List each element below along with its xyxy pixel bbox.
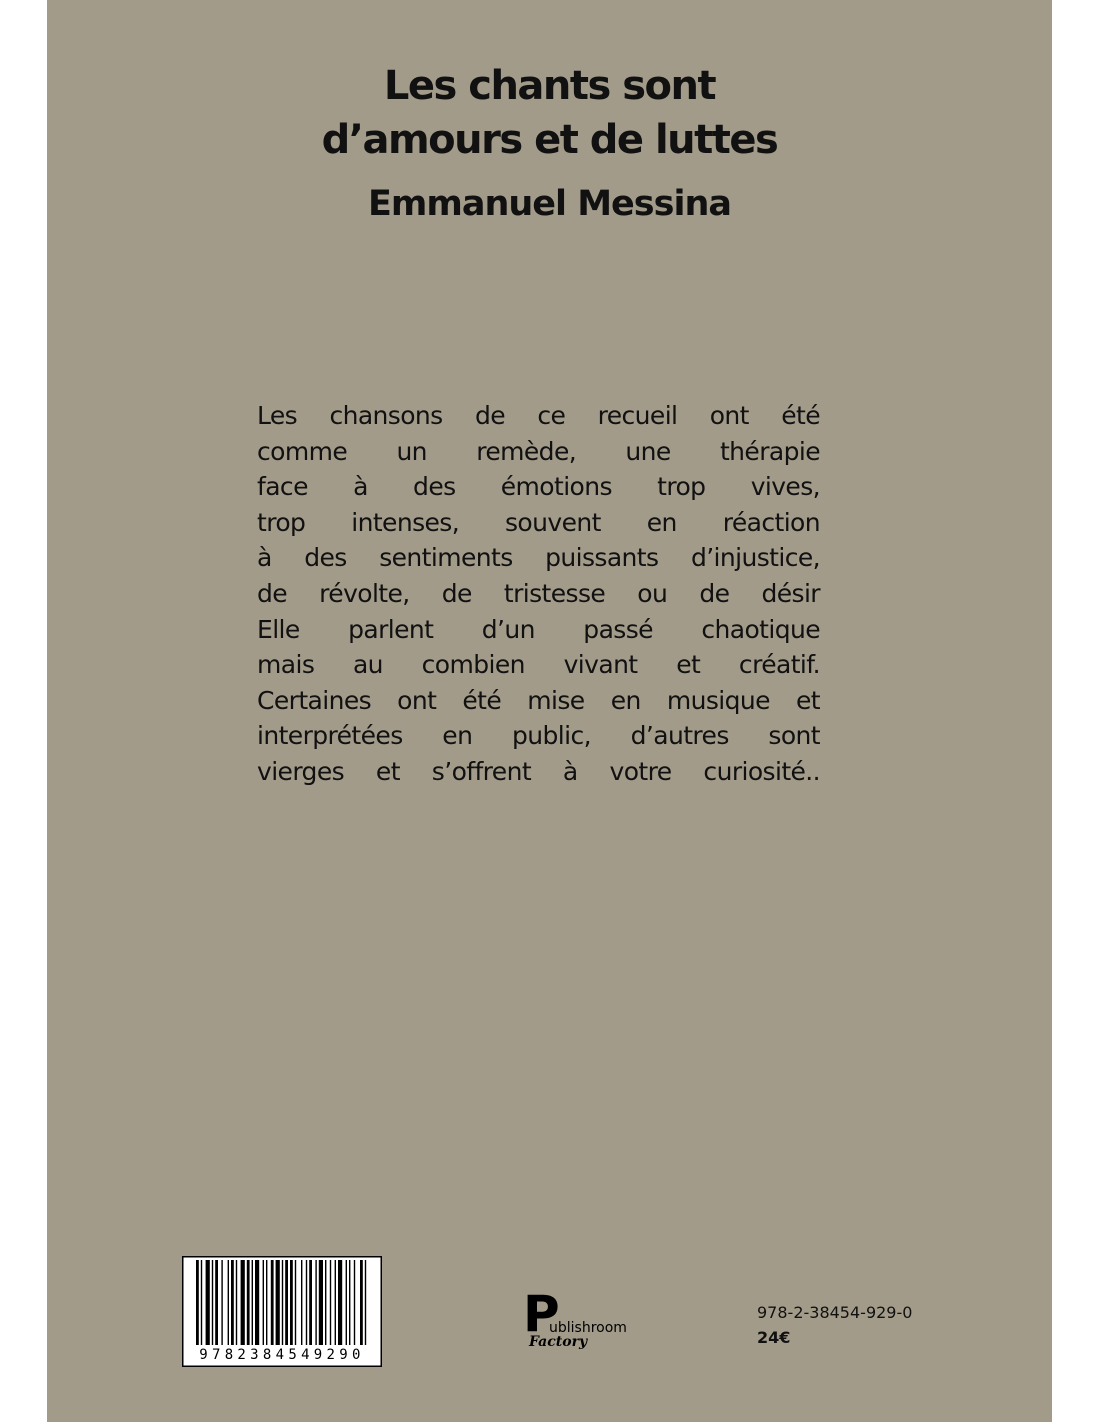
barcode-bar [335, 1260, 336, 1346]
barcode-bar [236, 1260, 237, 1346]
barcode-bar [295, 1260, 296, 1346]
back-cover [47, 0, 1052, 1422]
barcode-digits: 9782384549290 [184, 1345, 380, 1365]
barcode-bar [206, 1260, 210, 1346]
author-name: Emmanuel Messina [368, 184, 731, 224]
barcode-bar [252, 1260, 253, 1346]
barcode-bar [365, 1260, 366, 1346]
blurb-line: à des sentiments puissants d’injustice, [257, 543, 820, 573]
barcode-bar [255, 1260, 259, 1346]
blurb-line: face à des émotions trop vives, [257, 472, 820, 502]
barcode-bar [330, 1260, 331, 1346]
barcode-bar [241, 1260, 245, 1346]
barcode-bar [276, 1260, 280, 1346]
isbn-number: 978-2-38454-929-0 [757, 1303, 913, 1322]
barcode-bar [349, 1260, 350, 1346]
publisher-logo-name: ublishroom [549, 1320, 627, 1336]
barcode-bar [282, 1260, 283, 1346]
book-title-line-2: d’amours et de luttes [321, 117, 778, 163]
blurb-line: vierges et s’offrent à votre curiosité.. [257, 756, 820, 786]
blurb-line: Elle parlent d’un passé chaotique [257, 614, 820, 644]
blurb-text [257, 398, 820, 790]
barcode-bar [354, 1260, 355, 1346]
blurb-line: comme un remède, une thérapie [257, 436, 820, 466]
price: 24€ [757, 1328, 791, 1347]
barcode-bar [309, 1260, 312, 1346]
blurb-line: interprétées en public, d’autres sont [257, 721, 820, 751]
barcode-bar [290, 1260, 293, 1346]
barcode-bar [201, 1260, 202, 1346]
barcode-bar [212, 1260, 213, 1346]
blurb-line: Les chansons de ce recueil ont été [257, 401, 820, 430]
barcode-bar [231, 1260, 234, 1346]
barcode-bar [319, 1260, 323, 1346]
blurb-line: mais au combien vivant et créatif. [257, 650, 820, 680]
publisher-logo-initial: P [523, 1285, 560, 1343]
barcode-bar [306, 1260, 307, 1346]
barcode-bar [221, 1260, 222, 1346]
barcode-bar [338, 1260, 342, 1346]
barcode-bar [360, 1260, 363, 1346]
barcode-bar [228, 1260, 229, 1346]
barcode-bar [263, 1260, 264, 1346]
blurb-line: de révolte, de tristesse ou de désir [257, 578, 820, 608]
barcode-bar [346, 1260, 347, 1346]
barcode-bar [266, 1260, 267, 1346]
barcode-bar [285, 1260, 288, 1346]
barcode-bar [196, 1260, 199, 1346]
barcode-bar [315, 1260, 316, 1346]
isbn-barcode [182, 1256, 382, 1367]
publisher-logo-subline: Factory [529, 1334, 588, 1350]
barcode-bar [301, 1260, 302, 1346]
blurb-line: trop intenses, souvent en réaction [257, 507, 820, 537]
book-title-line-1: Les chants sont [383, 63, 716, 109]
publisher-logo [523, 1285, 643, 1356]
barcode-bar [271, 1260, 274, 1346]
barcode-bar [215, 1260, 218, 1346]
barcode-bar [247, 1260, 250, 1346]
barcode-bar [325, 1260, 326, 1346]
blurb-line: Certaines ont été mise en musique et [257, 685, 820, 715]
